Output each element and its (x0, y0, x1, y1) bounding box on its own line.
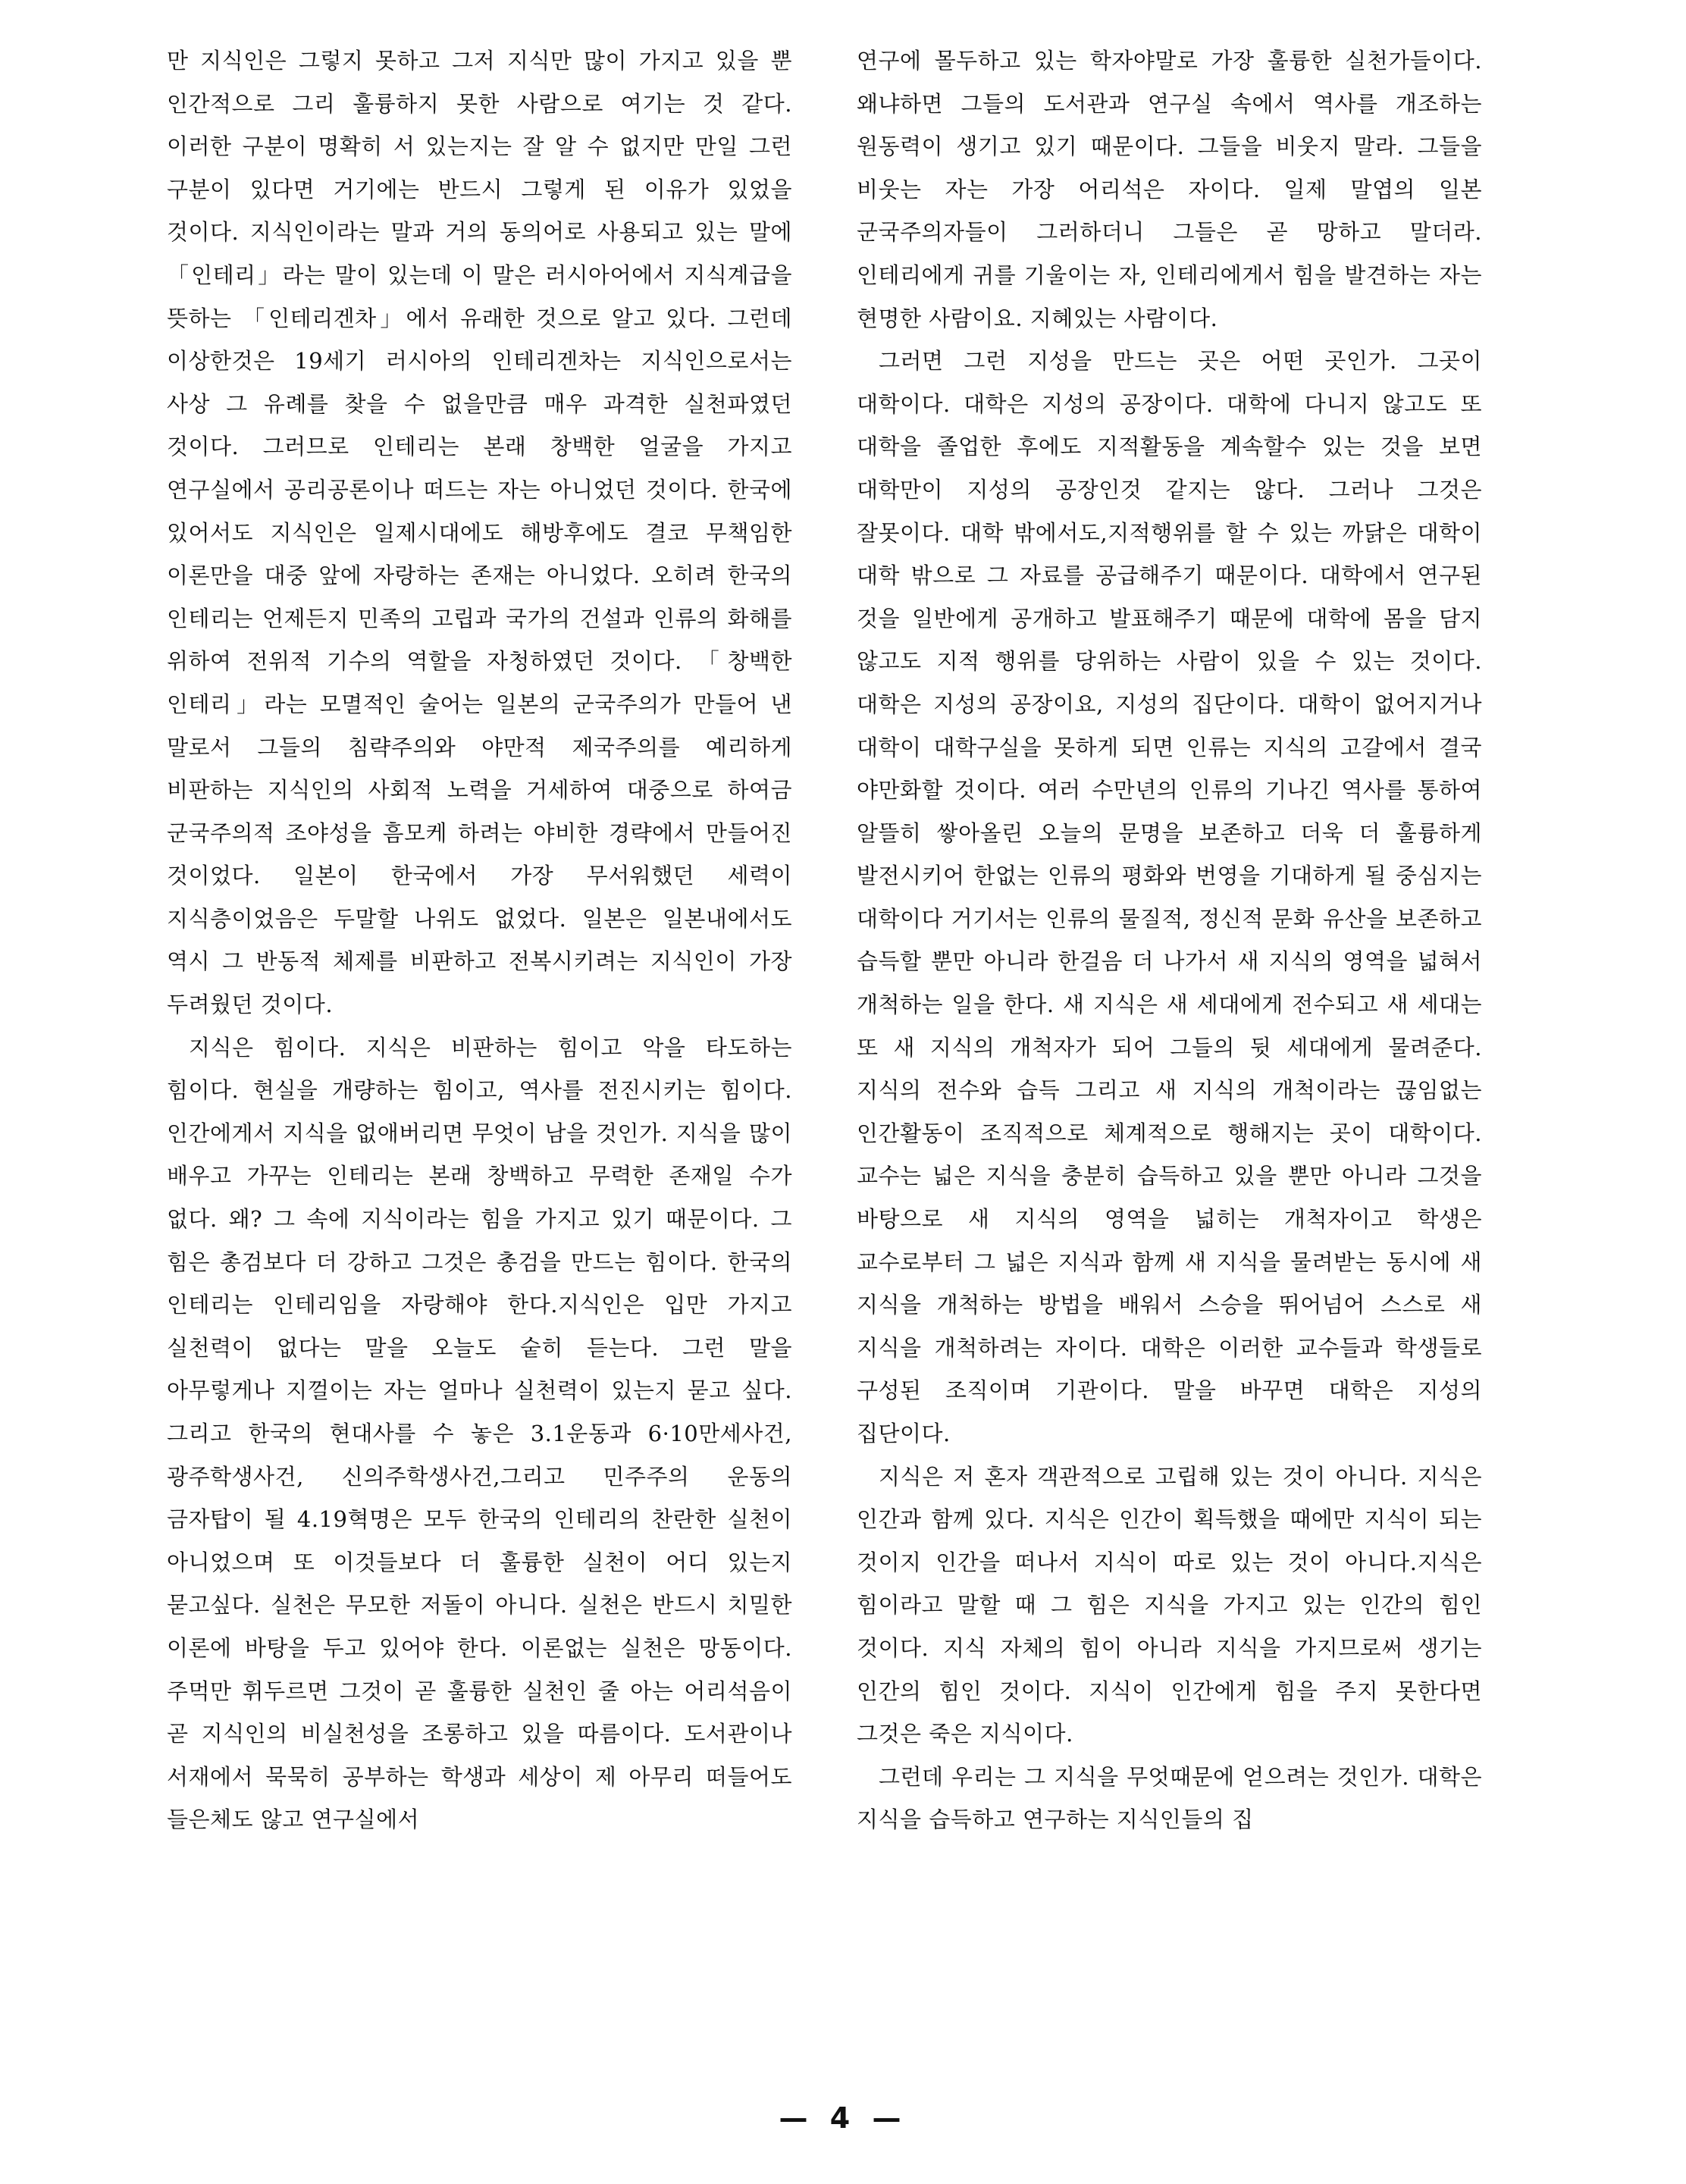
paragraph: 연구에 몰두하고 있는 학자야말로 가장 훌륭한 실천가들이다. 왜냐하면 그들의 도서관과 연구실 속에서 역사를 개조하는 원동력이 생기고 있기 때문이다. 그들을 비웃지 말라. 그들을 비웃는 자는 가장 어리석은 자이다. 일제 말엽의 일본 군국주의자들이 그러하더니 그들은 곧 망하고 말더라. 인테리에게 귀를 기울이는 자, 인테리에게서 힘을 발견하는 자는 현명한 사람이요. 지혜있는 사람이다. (857, 48, 1482, 331)
paragraph: 지식은 저 혼자 객관적으로 고립해 있는 것이 아니다. 지식은 인간과 함께 있다. 지식은 인간이 획득했을 때에만 지식이 되는 것이지 인간을 떠나서 지식이 따로 있는 것이 아니다.지식은 힘이라고 말할 때 그 힘은 지식을 가지고 있는 인간의 힘인 것이다. 지식 자체의 힘이 아니라 지식을 가지므로써 생기는 인간의 힘인 것이다. 지식이 인간에게 힘을 주지 못한다면 그것은 죽은 지식이다. (857, 1463, 1482, 1747)
paragraph: 그런데 우리는 그 지식을 무엇때문에 얻으려는 것인가. 대학은 지식을 습득하고 연구하는 지식인들의 집 (857, 1763, 1482, 1833)
paragraph: 그러면 그런 지성을 만드는 곳은 어떤 곳인가. 그곳이 대학이다. 대학은 지성의 공장이다. 대학에 다니지 않고도 또 대학을 졸업한 후에도 지적활동을 계속할수 있는 것을 보면 대학만이 지성의 공장인것 같지는 않다. 그러나 그것은 잘못이다. 대학 밖에서도,지적행위를 할 수 있는 까닭은 대학이 대학 밖으로 그 자료를 공급해주기 때문이다. 대학에서 연구된 것을 일반에게 공개하고 발표해주기 때문에 대학에 몸을 담지 않고도 지적 행위를 당위하는 사람이 있을 수 있는 것이다. 대학은 지성의 공장이요, 지성의 집단이다. 대학이 없어지거나 대학이 대학구실을 못하게 되면 인류는 지식의 고갈에서 결국 야만화할 것이다. 여러 수만년의 인류의 기나긴 역사를 통하여 알뜰히 쌓아올린 오늘의 문명을 보존하고 더욱 더 훌륭하게 발전시키어 한없는 인류의 평화와 번영을 기대하게 될 중심지는 대학이다 거기서는 인류의 물질적, 정신적 문화 유산을 보존하고 습득할 뿐만 아니라 한걸음 더 나가서 새 지식의 영역을 넓혀서 개척하는 일을 한다. 새 지식은 새 세대에게 전수되고 새 세대는 또 새 지식의 개척자가 되어 그들의 뒷 세대에게 물려준다. 지식의 전수와 습득 그리고 새 지식의 개척이라는 끊임없는 인간활동이 조직적으로 체계적으로 행해지는 곳이 대학이다. 교수는 넓은 지식을 충분히 습득하고 있을 뿐만 아니라 그것을 바탕으로 새 지식의 영역을 넓히는 개척자이고 학생은 교수로부터 그 넓은 지식과 함께 새 지식을 물려받는 동시에 새 지식을 개척하는 방법을 배워서 스승을 뛰어넘어 스스로 새 지식을 개척하려는 자이다. 대학은 이러한 교수들과 학생들로 구성된 조직이며 기관이다. 말을 바꾸면 대학은 지성의 집단이다. (857, 348, 1482, 1446)
right-text-column (857, 39, 1482, 2094)
left-text-column (167, 39, 792, 2094)
paragraph: 만 지식인은 그렇지 못하고 그저 지식만 많이 가지고 있을 뿐 인간적으로 그리 훌륭하지 못한 사람으로 여기는 것 같다. 이러한 구분이 명확히 서 있는지는 잘 알 수 없지만 만일 그런 구분이 있다면 거기에는 반드시 그렇게 된 이유가 있었을 것이다. 지식인이라는 말과 거의 동의어로 사용되고 있는 말에 「인테리」라는 말이 있는데 이 말은 러시아어에서 지식계급을 뜻하는 「인테리겐차」에서 유래한 것으로 알고 있다. 그런데 이상한것은 19세기 러시아의 인테리겐차는 지식인으로서는 사상 그 유례를 찾을 수 없을만큼 매우 과격한 실천파였던 것이다. 그러므로 인테리는 본래 창백한 얼굴을 가지고 연구실에서 공리공론이나 떠드는 자는 아니었던 것이다. 한국에 있어서도 지식인은 일제시대에도 해방후에도 결코 무책임한 이론만을 대중 앞에 자랑하는 존재는 아니었다. 오히려 한국의 인테리는 언제든지 민족의 고립과 국가의 건설과 인류의 화해를 위하여 전위적 기수의 역할을 자청하였던 것이다. 「창백한 인테리」라는 모멸적인 술어는 일본의 군국주의가 만들어 낸 말로서 그들의 침략주의와 야만적 제국주의를 예리하게 비판하는 지식인의 사회적 노력을 거세하여 대중으로 하여금 군국주의적 조야성을 흠모케 하려는 야비한 경략에서 만들어진 것이었다. 일본이 한국에서 가장 무서워했던 세력이 지식층이었음은 두말할 나위도 없었다. 일본은 일본내에서도 역시 그 반동적 체제를 비판하고 전복시키려는 지식인이 가장 두려웠던 것이다. (167, 48, 792, 1018)
page-number: — 4 — (779, 2101, 907, 2135)
paragraph: 지식은 힘이다. 지식은 비판하는 힘이고 악을 타도하는 힘이다. 현실을 개량하는 힘이고, 역사를 전진시키는 힘이다. 인간에게서 지식을 없애버리면 무엇이 남을 것인가. 지식을 많이 배우고 가꾸는 인테리는 본래 창백하고 무력한 존재일 수가 없다. 왜? 그 속에 지식이라는 힘을 가지고 있기 때문이다. 그 힘은 총검보다 더 강하고 그것은 총검을 만드는 힘이다. 한국의 인테리는 인테리임을 자랑해야 한다.지식인은 입만 가지고 실천력이 없다는 말을 오늘도 숱히 듣는다. 그런 말을 아무렇게나 지껄이는 자는 얼마나 실천력이 있는지 묻고 싶다. 그리고 한국의 현대사를 수 놓은 3.1운동과 6·10만세사건, 광주학생사건, 신의주학생사건,그리고 민주주의 운동의 금자탑이 될 4.19혁명은 모두 한국의 인테리의 찬란한 실천이 아니었으며 또 이것들보다 더 훌륭한 실천이 어디 있는지 묻고싶다. 실천은 무모한 저돌이 아니다. 실천은 반드시 치밀한 이론에 바탕을 두고 있어야 한다. 이론없는 실천은 망동이다. 주먹만 휘두르면 그것이 곧 훌륭한 실천인 줄 아는 어리석음이 곧 지식인의 비실천성을 조롱하고 있을 따름이다. 도서관이나 서재에서 묵묵히 공부하는 학생과 세상이 제 아무리 떠들어도 들은체도 않고 연구실에서 (167, 1034, 792, 1833)
